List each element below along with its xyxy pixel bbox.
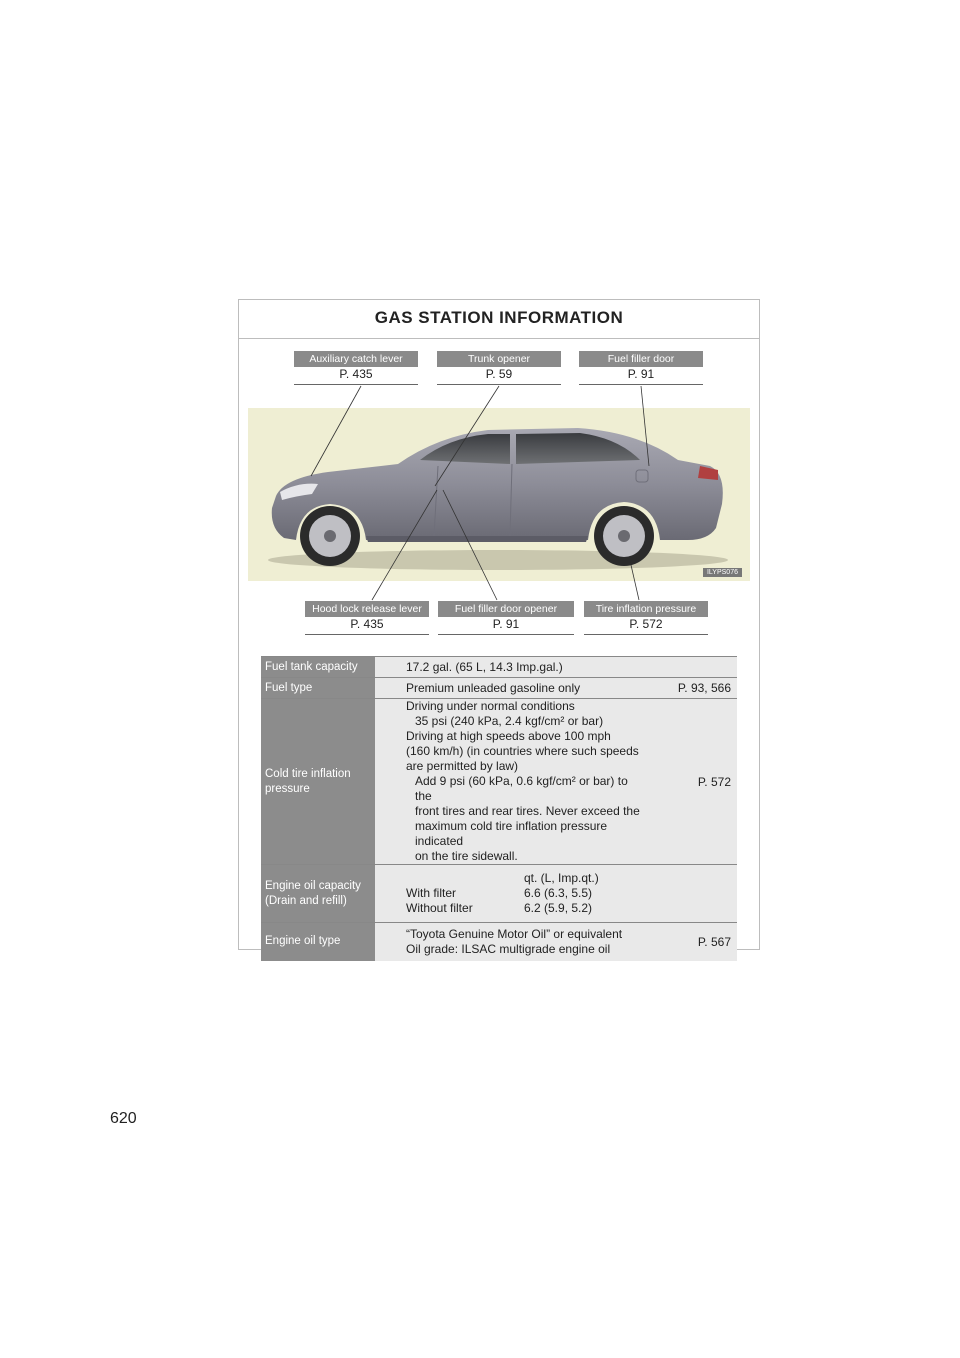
row-value: “Toyota Genuine Motor Oil” or equivalent Oil grade: ILSAC multigrade engine oil <box>375 923 641 961</box>
callout-page-ref: P. 435 <box>294 367 418 385</box>
section-title: GAS STATION INFORMATION <box>239 300 759 339</box>
table-row <box>261 923 737 961</box>
row-label: Fuel type <box>261 678 375 699</box>
row-label: Cold tire inflation pressure <box>261 699 375 865</box>
table-row <box>261 699 737 865</box>
callout-label: Tire inflation pressure <box>584 601 708 617</box>
callout-page-ref: P. 435 <box>305 617 429 635</box>
callout-page-ref: P. 59 <box>437 367 561 385</box>
callout-hood-lock-release-lever <box>305 601 429 635</box>
row-label: Engine oil capacity (Drain and refill) <box>261 865 375 923</box>
row-value: 17.2 gal. (65 L, 14.3 Imp.gal.) <box>375 657 737 678</box>
spec-table <box>261 656 737 961</box>
table-row <box>261 678 737 699</box>
callout-fuel-filler-door-opener <box>438 601 574 635</box>
callout-label: Fuel filler door <box>579 351 703 367</box>
row-page-ref: P. 93, 566 <box>641 678 737 699</box>
callout-page-ref: P. 572 <box>584 617 708 635</box>
image-code: ILYPS076 <box>703 568 742 577</box>
callout-label: Auxiliary catch lever <box>294 351 418 367</box>
callout-tire-inflation-pressure <box>584 601 708 635</box>
callout-page-ref: P. 91 <box>438 617 574 635</box>
row-page-ref: P. 567 <box>641 923 737 961</box>
callout-label: Fuel filler door opener <box>438 601 574 617</box>
row-page-ref: P. 572 <box>641 699 737 865</box>
row-value: qt. (L, Imp.qt.) With filter 6.6 (6.3, 5.5) Without filter 6.2 (5.9, 5.2) <box>375 865 737 923</box>
row-label: Fuel tank capacity <box>261 657 375 678</box>
callout-label: Trunk opener <box>437 351 561 367</box>
gas-station-info-box <box>238 299 760 956</box>
row-value: Premium unleaded gasoline only <box>375 678 641 699</box>
table-row <box>261 657 737 678</box>
table-row <box>261 865 737 923</box>
page-number: 620 <box>110 1110 137 1127</box>
callout-label: Hood lock release lever <box>305 601 429 617</box>
callout-page-ref: P. 91 <box>579 367 703 385</box>
row-label: Engine oil type <box>261 923 375 961</box>
row-value: Driving under normal conditions 35 psi (240 kPa, 2.4 kgf/cm² or bar) Driving at high speeds above 100 mph (160 km/h) (in countries where such speeds are permitted by law) Add 9 psi (60 kPa, 0.6 kgf/cm² or bar) to the front tires and rear tires. Never exceed the maximum cold tire inflation pressure indicated on the tire sidewall. <box>375 699 641 865</box>
